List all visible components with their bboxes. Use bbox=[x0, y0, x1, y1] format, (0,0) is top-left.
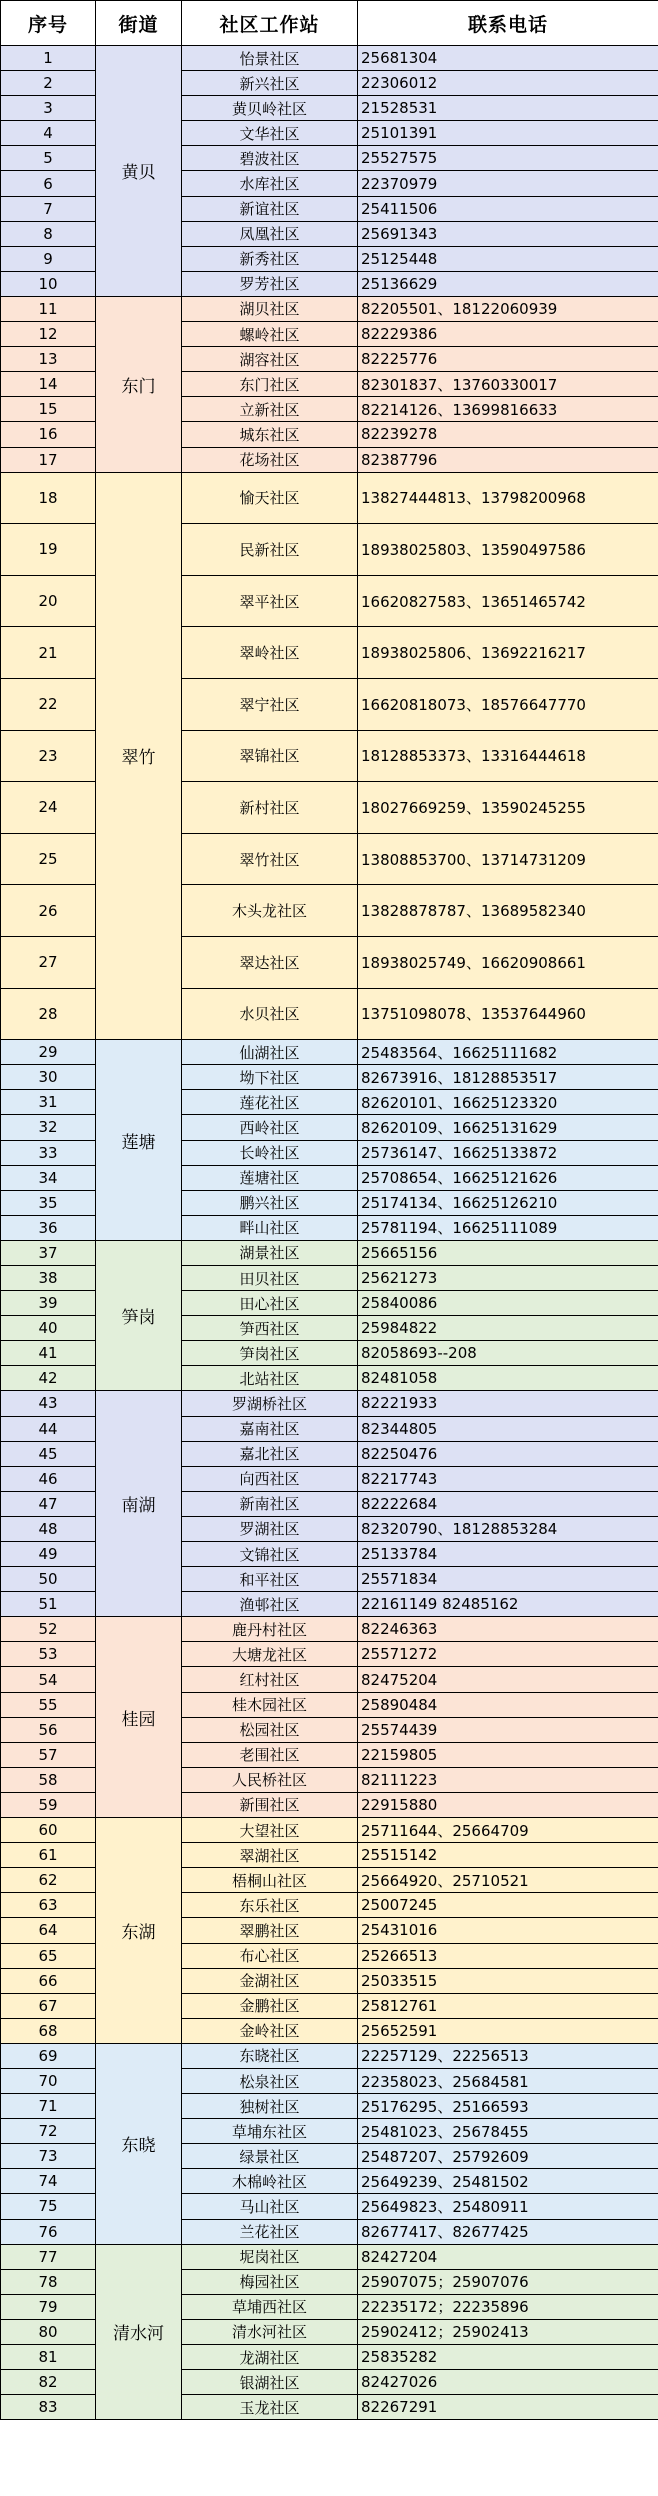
table-row bbox=[1, 472, 658, 524]
row-index: 75 bbox=[1, 2194, 96, 2219]
row-index: 64 bbox=[1, 1918, 96, 1943]
phone-number: 22161149 82485162 bbox=[358, 1592, 658, 1617]
row-index: 35 bbox=[1, 1190, 96, 1215]
row-index: 80 bbox=[1, 2319, 96, 2344]
phone-number: 82111223 bbox=[358, 1767, 658, 1792]
station-name: 松园社区 bbox=[182, 1717, 358, 1742]
row-index: 18 bbox=[1, 472, 96, 524]
station-name: 翠竹社区 bbox=[182, 833, 358, 885]
station-name: 湖景社区 bbox=[182, 1240, 358, 1265]
phone-number: 82205501、18122060939 bbox=[358, 296, 658, 321]
station-name: 新围社区 bbox=[182, 1792, 358, 1817]
phone-number: 25652591 bbox=[358, 2018, 658, 2043]
table-row bbox=[1, 1818, 658, 1843]
station-name: 翠宁社区 bbox=[182, 678, 358, 730]
phone-number: 25007245 bbox=[358, 1893, 658, 1918]
station-name: 翠鹏社区 bbox=[182, 1918, 358, 1943]
station-name: 坭岗社区 bbox=[182, 2244, 358, 2269]
station-name: 凤凰社区 bbox=[182, 221, 358, 246]
phone-number: 25125448 bbox=[358, 246, 658, 271]
station-name: 湖容社区 bbox=[182, 347, 358, 372]
station-name: 田心社区 bbox=[182, 1291, 358, 1316]
header-street: 街道 bbox=[96, 1, 182, 46]
row-index: 38 bbox=[1, 1265, 96, 1290]
phone-number: 18938025803、13590497586 bbox=[358, 524, 658, 576]
phone-number: 25033515 bbox=[358, 1968, 658, 1993]
station-name: 仙湖社区 bbox=[182, 1040, 358, 1065]
station-name: 老围社区 bbox=[182, 1742, 358, 1767]
row-index: 65 bbox=[1, 1943, 96, 1968]
row-index: 77 bbox=[1, 2244, 96, 2269]
station-name: 兰花社区 bbox=[182, 2219, 358, 2244]
row-index: 69 bbox=[1, 2043, 96, 2068]
station-name: 梧桐山社区 bbox=[182, 1868, 358, 1893]
phone-number: 25711644、25664709 bbox=[358, 1818, 658, 1843]
row-index: 44 bbox=[1, 1416, 96, 1441]
row-index: 30 bbox=[1, 1065, 96, 1090]
phone-number: 25681304 bbox=[358, 46, 658, 71]
station-name: 桂木园社区 bbox=[182, 1692, 358, 1717]
row-index: 36 bbox=[1, 1215, 96, 1240]
phone-number: 82387796 bbox=[358, 447, 658, 472]
row-index: 72 bbox=[1, 2119, 96, 2144]
phone-number: 25736147、16625133872 bbox=[358, 1140, 658, 1165]
phone-number: 22257129、22256513 bbox=[358, 2043, 658, 2068]
station-name: 大塘龙社区 bbox=[182, 1642, 358, 1667]
phone-number: 25708654、16625121626 bbox=[358, 1165, 658, 1190]
station-name: 碧波社区 bbox=[182, 146, 358, 171]
station-name: 城东社区 bbox=[182, 422, 358, 447]
phone-number: 25840086 bbox=[358, 1291, 658, 1316]
phone-number: 22159805 bbox=[358, 1742, 658, 1767]
street-name: 黄贝 bbox=[96, 46, 182, 297]
station-name: 田贝社区 bbox=[182, 1265, 358, 1290]
phone-number: 13751098078、13537644960 bbox=[358, 988, 658, 1040]
station-name: 新村社区 bbox=[182, 782, 358, 834]
station-name: 嘉北社区 bbox=[182, 1441, 358, 1466]
table-row bbox=[1, 1391, 658, 1416]
row-index: 71 bbox=[1, 2094, 96, 2119]
station-name: 金岭社区 bbox=[182, 2018, 358, 2043]
row-index: 32 bbox=[1, 1115, 96, 1140]
phone-number: 82344805 bbox=[358, 1416, 658, 1441]
street-name: 莲塘 bbox=[96, 1040, 182, 1241]
row-index: 55 bbox=[1, 1692, 96, 1717]
station-name: 文锦社区 bbox=[182, 1542, 358, 1567]
row-index: 11 bbox=[1, 296, 96, 321]
table-row bbox=[1, 1617, 658, 1642]
phone-number: 25665156 bbox=[358, 1240, 658, 1265]
phone-number: 25483564、16625111682 bbox=[358, 1040, 658, 1065]
header-phone: 联系电话 bbox=[358, 1, 658, 46]
phone-number: 25571272 bbox=[358, 1642, 658, 1667]
row-index: 81 bbox=[1, 2345, 96, 2370]
phone-number: 25571834 bbox=[358, 1567, 658, 1592]
station-name: 北站社区 bbox=[182, 1366, 358, 1391]
row-index: 40 bbox=[1, 1316, 96, 1341]
row-index: 70 bbox=[1, 2068, 96, 2093]
phone-number: 25101391 bbox=[358, 121, 658, 146]
station-name: 笋西社区 bbox=[182, 1316, 358, 1341]
row-index: 28 bbox=[1, 988, 96, 1040]
row-index: 62 bbox=[1, 1868, 96, 1893]
row-index: 4 bbox=[1, 121, 96, 146]
header-index: 序号 bbox=[1, 1, 96, 46]
station-name: 鹏兴社区 bbox=[182, 1190, 358, 1215]
row-index: 60 bbox=[1, 1818, 96, 1843]
phone-number: 82239278 bbox=[358, 422, 658, 447]
station-name: 布心社区 bbox=[182, 1943, 358, 1968]
station-name: 新兴社区 bbox=[182, 71, 358, 96]
station-name: 大望社区 bbox=[182, 1818, 358, 1843]
station-name: 花场社区 bbox=[182, 447, 358, 472]
station-name: 罗湖桥社区 bbox=[182, 1391, 358, 1416]
table-row bbox=[1, 296, 658, 321]
row-index: 9 bbox=[1, 246, 96, 271]
station-name: 新秀社区 bbox=[182, 246, 358, 271]
row-index: 1 bbox=[1, 46, 96, 71]
station-name: 新南社区 bbox=[182, 1491, 358, 1516]
station-name: 新谊社区 bbox=[182, 196, 358, 221]
station-name: 愉天社区 bbox=[182, 472, 358, 524]
station-name: 翠湖社区 bbox=[182, 1843, 358, 1868]
phone-number: 25515142 bbox=[358, 1843, 658, 1868]
phone-number: 82673916、18128853517 bbox=[358, 1065, 658, 1090]
row-index: 63 bbox=[1, 1893, 96, 1918]
row-index: 31 bbox=[1, 1090, 96, 1115]
phone-number: 82221933 bbox=[358, 1391, 658, 1416]
station-name: 立新社区 bbox=[182, 397, 358, 422]
row-index: 47 bbox=[1, 1491, 96, 1516]
row-index: 20 bbox=[1, 575, 96, 627]
row-index: 83 bbox=[1, 2395, 96, 2420]
station-name: 东晓社区 bbox=[182, 2043, 358, 2068]
street-name: 东晓 bbox=[96, 2043, 182, 2244]
row-index: 68 bbox=[1, 2018, 96, 2043]
phone-number: 18027669259、13590245255 bbox=[358, 782, 658, 834]
station-name: 玉龙社区 bbox=[182, 2395, 358, 2420]
phone-number: 82320790、18128853284 bbox=[358, 1516, 658, 1541]
station-name: 和平社区 bbox=[182, 1567, 358, 1592]
phone-number: 25133784 bbox=[358, 1542, 658, 1567]
row-index: 5 bbox=[1, 146, 96, 171]
phone-number: 82222684 bbox=[358, 1491, 658, 1516]
table-row bbox=[1, 46, 658, 71]
phone-number: 13828878787、13689582340 bbox=[358, 885, 658, 937]
street-name: 东湖 bbox=[96, 1818, 182, 2044]
row-index: 8 bbox=[1, 221, 96, 246]
phone-number: 25487207、25792609 bbox=[358, 2144, 658, 2169]
street-name: 笋岗 bbox=[96, 1240, 182, 1391]
station-name: 梅园社区 bbox=[182, 2269, 358, 2294]
station-name: 坳下社区 bbox=[182, 1065, 358, 1090]
phone-number: 16620818073、18576647770 bbox=[358, 678, 658, 730]
station-name: 翠达社区 bbox=[182, 936, 358, 988]
phone-number: 25812761 bbox=[358, 1993, 658, 2018]
row-index: 23 bbox=[1, 730, 96, 782]
row-index: 25 bbox=[1, 833, 96, 885]
row-index: 24 bbox=[1, 782, 96, 834]
station-name: 东乐社区 bbox=[182, 1893, 358, 1918]
row-index: 21 bbox=[1, 627, 96, 679]
street-name: 桂园 bbox=[96, 1617, 182, 1818]
row-index: 39 bbox=[1, 1291, 96, 1316]
row-index: 61 bbox=[1, 1843, 96, 1868]
station-name: 怡景社区 bbox=[182, 46, 358, 71]
station-name: 翠锦社区 bbox=[182, 730, 358, 782]
row-index: 50 bbox=[1, 1567, 96, 1592]
row-index: 15 bbox=[1, 397, 96, 422]
street-name: 东门 bbox=[96, 296, 182, 472]
phone-number: 16620827583、13651465742 bbox=[358, 575, 658, 627]
row-index: 57 bbox=[1, 1742, 96, 1767]
station-name: 清水河社区 bbox=[182, 2319, 358, 2344]
row-index: 19 bbox=[1, 524, 96, 576]
phone-number: 82246363 bbox=[358, 1617, 658, 1642]
row-index: 74 bbox=[1, 2169, 96, 2194]
row-index: 33 bbox=[1, 1140, 96, 1165]
phone-number: 25691343 bbox=[358, 221, 658, 246]
phone-number: 82301837、13760330017 bbox=[358, 372, 658, 397]
row-index: 42 bbox=[1, 1366, 96, 1391]
station-name: 罗湖社区 bbox=[182, 1516, 358, 1541]
row-index: 56 bbox=[1, 1717, 96, 1742]
station-name: 龙湖社区 bbox=[182, 2345, 358, 2370]
phone-number: 22370979 bbox=[358, 171, 658, 196]
row-index: 2 bbox=[1, 71, 96, 96]
station-name: 渔邨社区 bbox=[182, 1592, 358, 1617]
row-index: 51 bbox=[1, 1592, 96, 1617]
row-index: 53 bbox=[1, 1642, 96, 1667]
station-name: 向西社区 bbox=[182, 1466, 358, 1491]
phone-number: 18128853373、13316444618 bbox=[358, 730, 658, 782]
phone-number: 13808853700、13714731209 bbox=[358, 833, 658, 885]
row-index: 34 bbox=[1, 1165, 96, 1190]
row-index: 27 bbox=[1, 936, 96, 988]
phone-number: 22306012 bbox=[358, 71, 658, 96]
phone-number: 13827444813、13798200968 bbox=[358, 472, 658, 524]
phone-number: 25431016 bbox=[358, 1918, 658, 1943]
station-name: 嘉南社区 bbox=[182, 1416, 358, 1441]
station-name: 笋岗社区 bbox=[182, 1341, 358, 1366]
row-index: 45 bbox=[1, 1441, 96, 1466]
row-index: 37 bbox=[1, 1240, 96, 1265]
table-row bbox=[1, 2043, 658, 2068]
row-index: 41 bbox=[1, 1341, 96, 1366]
station-name: 莲花社区 bbox=[182, 1090, 358, 1115]
row-index: 43 bbox=[1, 1391, 96, 1416]
phone-number: 82058693--208 bbox=[358, 1341, 658, 1366]
station-name: 木棉岭社区 bbox=[182, 2169, 358, 2194]
station-name: 翠平社区 bbox=[182, 575, 358, 627]
phone-number: 18938025749、16620908661 bbox=[358, 936, 658, 988]
phone-number: 18938025806、13692216217 bbox=[358, 627, 658, 679]
row-index: 78 bbox=[1, 2269, 96, 2294]
header-row bbox=[1, 1, 658, 46]
station-name: 莲塘社区 bbox=[182, 1165, 358, 1190]
phone-number: 25527575 bbox=[358, 146, 658, 171]
table-row bbox=[1, 1240, 658, 1265]
station-name: 螺岭社区 bbox=[182, 322, 358, 347]
station-name: 湖贝社区 bbox=[182, 296, 358, 321]
table-body bbox=[1, 46, 658, 2420]
phone-number: 25574439 bbox=[358, 1717, 658, 1742]
street-name: 清水河 bbox=[96, 2244, 182, 2420]
station-name: 西岭社区 bbox=[182, 1115, 358, 1140]
phone-number: 82229386 bbox=[358, 322, 658, 347]
row-index: 67 bbox=[1, 1993, 96, 2018]
table-row bbox=[1, 2244, 658, 2269]
station-name: 草埔西社区 bbox=[182, 2294, 358, 2319]
row-index: 6 bbox=[1, 171, 96, 196]
street-name: 翠竹 bbox=[96, 472, 182, 1040]
row-index: 3 bbox=[1, 96, 96, 121]
row-index: 73 bbox=[1, 2144, 96, 2169]
station-name: 松泉社区 bbox=[182, 2068, 358, 2093]
phone-number: 82475204 bbox=[358, 1667, 658, 1692]
phone-number: 82620101、16625123320 bbox=[358, 1090, 658, 1115]
row-index: 52 bbox=[1, 1617, 96, 1642]
station-name: 鹿丹村社区 bbox=[182, 1617, 358, 1642]
row-index: 82 bbox=[1, 2370, 96, 2395]
phone-number: 25664920、25710521 bbox=[358, 1868, 658, 1893]
station-name: 水库社区 bbox=[182, 171, 358, 196]
station-name: 罗芳社区 bbox=[182, 271, 358, 296]
station-name: 人民桥社区 bbox=[182, 1767, 358, 1792]
row-index: 16 bbox=[1, 422, 96, 447]
phone-number: 22915880 bbox=[358, 1792, 658, 1817]
phone-number: 25649239、25481502 bbox=[358, 2169, 658, 2194]
phone-number: 82214126、13699816633 bbox=[358, 397, 658, 422]
phone-number: 82427026 bbox=[358, 2370, 658, 2395]
station-name: 木头龙社区 bbox=[182, 885, 358, 937]
row-index: 46 bbox=[1, 1466, 96, 1491]
row-index: 26 bbox=[1, 885, 96, 937]
phone-number: 25621273 bbox=[358, 1265, 658, 1290]
row-index: 17 bbox=[1, 447, 96, 472]
row-index: 22 bbox=[1, 678, 96, 730]
phone-number: 25984822 bbox=[358, 1316, 658, 1341]
phone-number: 25136629 bbox=[358, 271, 658, 296]
station-name: 银湖社区 bbox=[182, 2370, 358, 2395]
phone-number: 25781194、16625111089 bbox=[358, 1215, 658, 1240]
phone-number: 82427204 bbox=[358, 2244, 658, 2269]
phone-number: 25890484 bbox=[358, 1692, 658, 1717]
phone-number: 82677417、82677425 bbox=[358, 2219, 658, 2244]
phone-number: 82217743 bbox=[358, 1466, 658, 1491]
phone-number: 82250476 bbox=[358, 1441, 658, 1466]
row-index: 7 bbox=[1, 196, 96, 221]
phone-number: 22358023、25684581 bbox=[358, 2068, 658, 2093]
phone-number: 25907075；25907076 bbox=[358, 2269, 658, 2294]
station-name: 长岭社区 bbox=[182, 1140, 358, 1165]
row-index: 14 bbox=[1, 372, 96, 397]
row-index: 58 bbox=[1, 1767, 96, 1792]
phone-number: 25649823、25480911 bbox=[358, 2194, 658, 2219]
station-name: 金鹏社区 bbox=[182, 1993, 358, 2018]
row-index: 10 bbox=[1, 271, 96, 296]
row-index: 76 bbox=[1, 2219, 96, 2244]
phone-number: 82481058 bbox=[358, 1366, 658, 1391]
row-index: 13 bbox=[1, 347, 96, 372]
station-name: 红村社区 bbox=[182, 1667, 358, 1692]
row-index: 59 bbox=[1, 1792, 96, 1817]
phone-number: 82267291 bbox=[358, 2395, 658, 2420]
station-name: 独树社区 bbox=[182, 2094, 358, 2119]
row-index: 48 bbox=[1, 1516, 96, 1541]
phone-number: 82620109、16625131629 bbox=[358, 1115, 658, 1140]
phone-number: 25411506 bbox=[358, 196, 658, 221]
row-index: 49 bbox=[1, 1542, 96, 1567]
phone-number: 25835282 bbox=[358, 2345, 658, 2370]
phone-number: 82225776 bbox=[358, 347, 658, 372]
row-index: 54 bbox=[1, 1667, 96, 1692]
table-row bbox=[1, 1040, 658, 1065]
phone-number: 25902412；25902413 bbox=[358, 2319, 658, 2344]
phone-number: 21528531 bbox=[358, 96, 658, 121]
phone-number: 22235172；22235896 bbox=[358, 2294, 658, 2319]
station-name: 畔山社区 bbox=[182, 1215, 358, 1240]
station-name: 绿景社区 bbox=[182, 2144, 358, 2169]
row-index: 79 bbox=[1, 2294, 96, 2319]
station-name: 水贝社区 bbox=[182, 988, 358, 1040]
phone-number: 25266513 bbox=[358, 1943, 658, 1968]
phone-number: 25176295、25166593 bbox=[358, 2094, 658, 2119]
station-name: 草埔东社区 bbox=[182, 2119, 358, 2144]
station-name: 黄贝岭社区 bbox=[182, 96, 358, 121]
station-name: 东门社区 bbox=[182, 372, 358, 397]
row-index: 66 bbox=[1, 1968, 96, 1993]
header-station: 社区工作站 bbox=[182, 1, 358, 46]
station-name: 民新社区 bbox=[182, 524, 358, 576]
row-index: 29 bbox=[1, 1040, 96, 1065]
row-index: 12 bbox=[1, 322, 96, 347]
station-name: 文华社区 bbox=[182, 121, 358, 146]
phone-number: 25174134、16625126210 bbox=[358, 1190, 658, 1215]
phone-number: 25481023、25678455 bbox=[358, 2119, 658, 2144]
station-name: 翠岭社区 bbox=[182, 627, 358, 679]
street-name: 南湖 bbox=[96, 1391, 182, 1617]
station-name: 金湖社区 bbox=[182, 1968, 358, 1993]
station-name: 马山社区 bbox=[182, 2194, 358, 2219]
